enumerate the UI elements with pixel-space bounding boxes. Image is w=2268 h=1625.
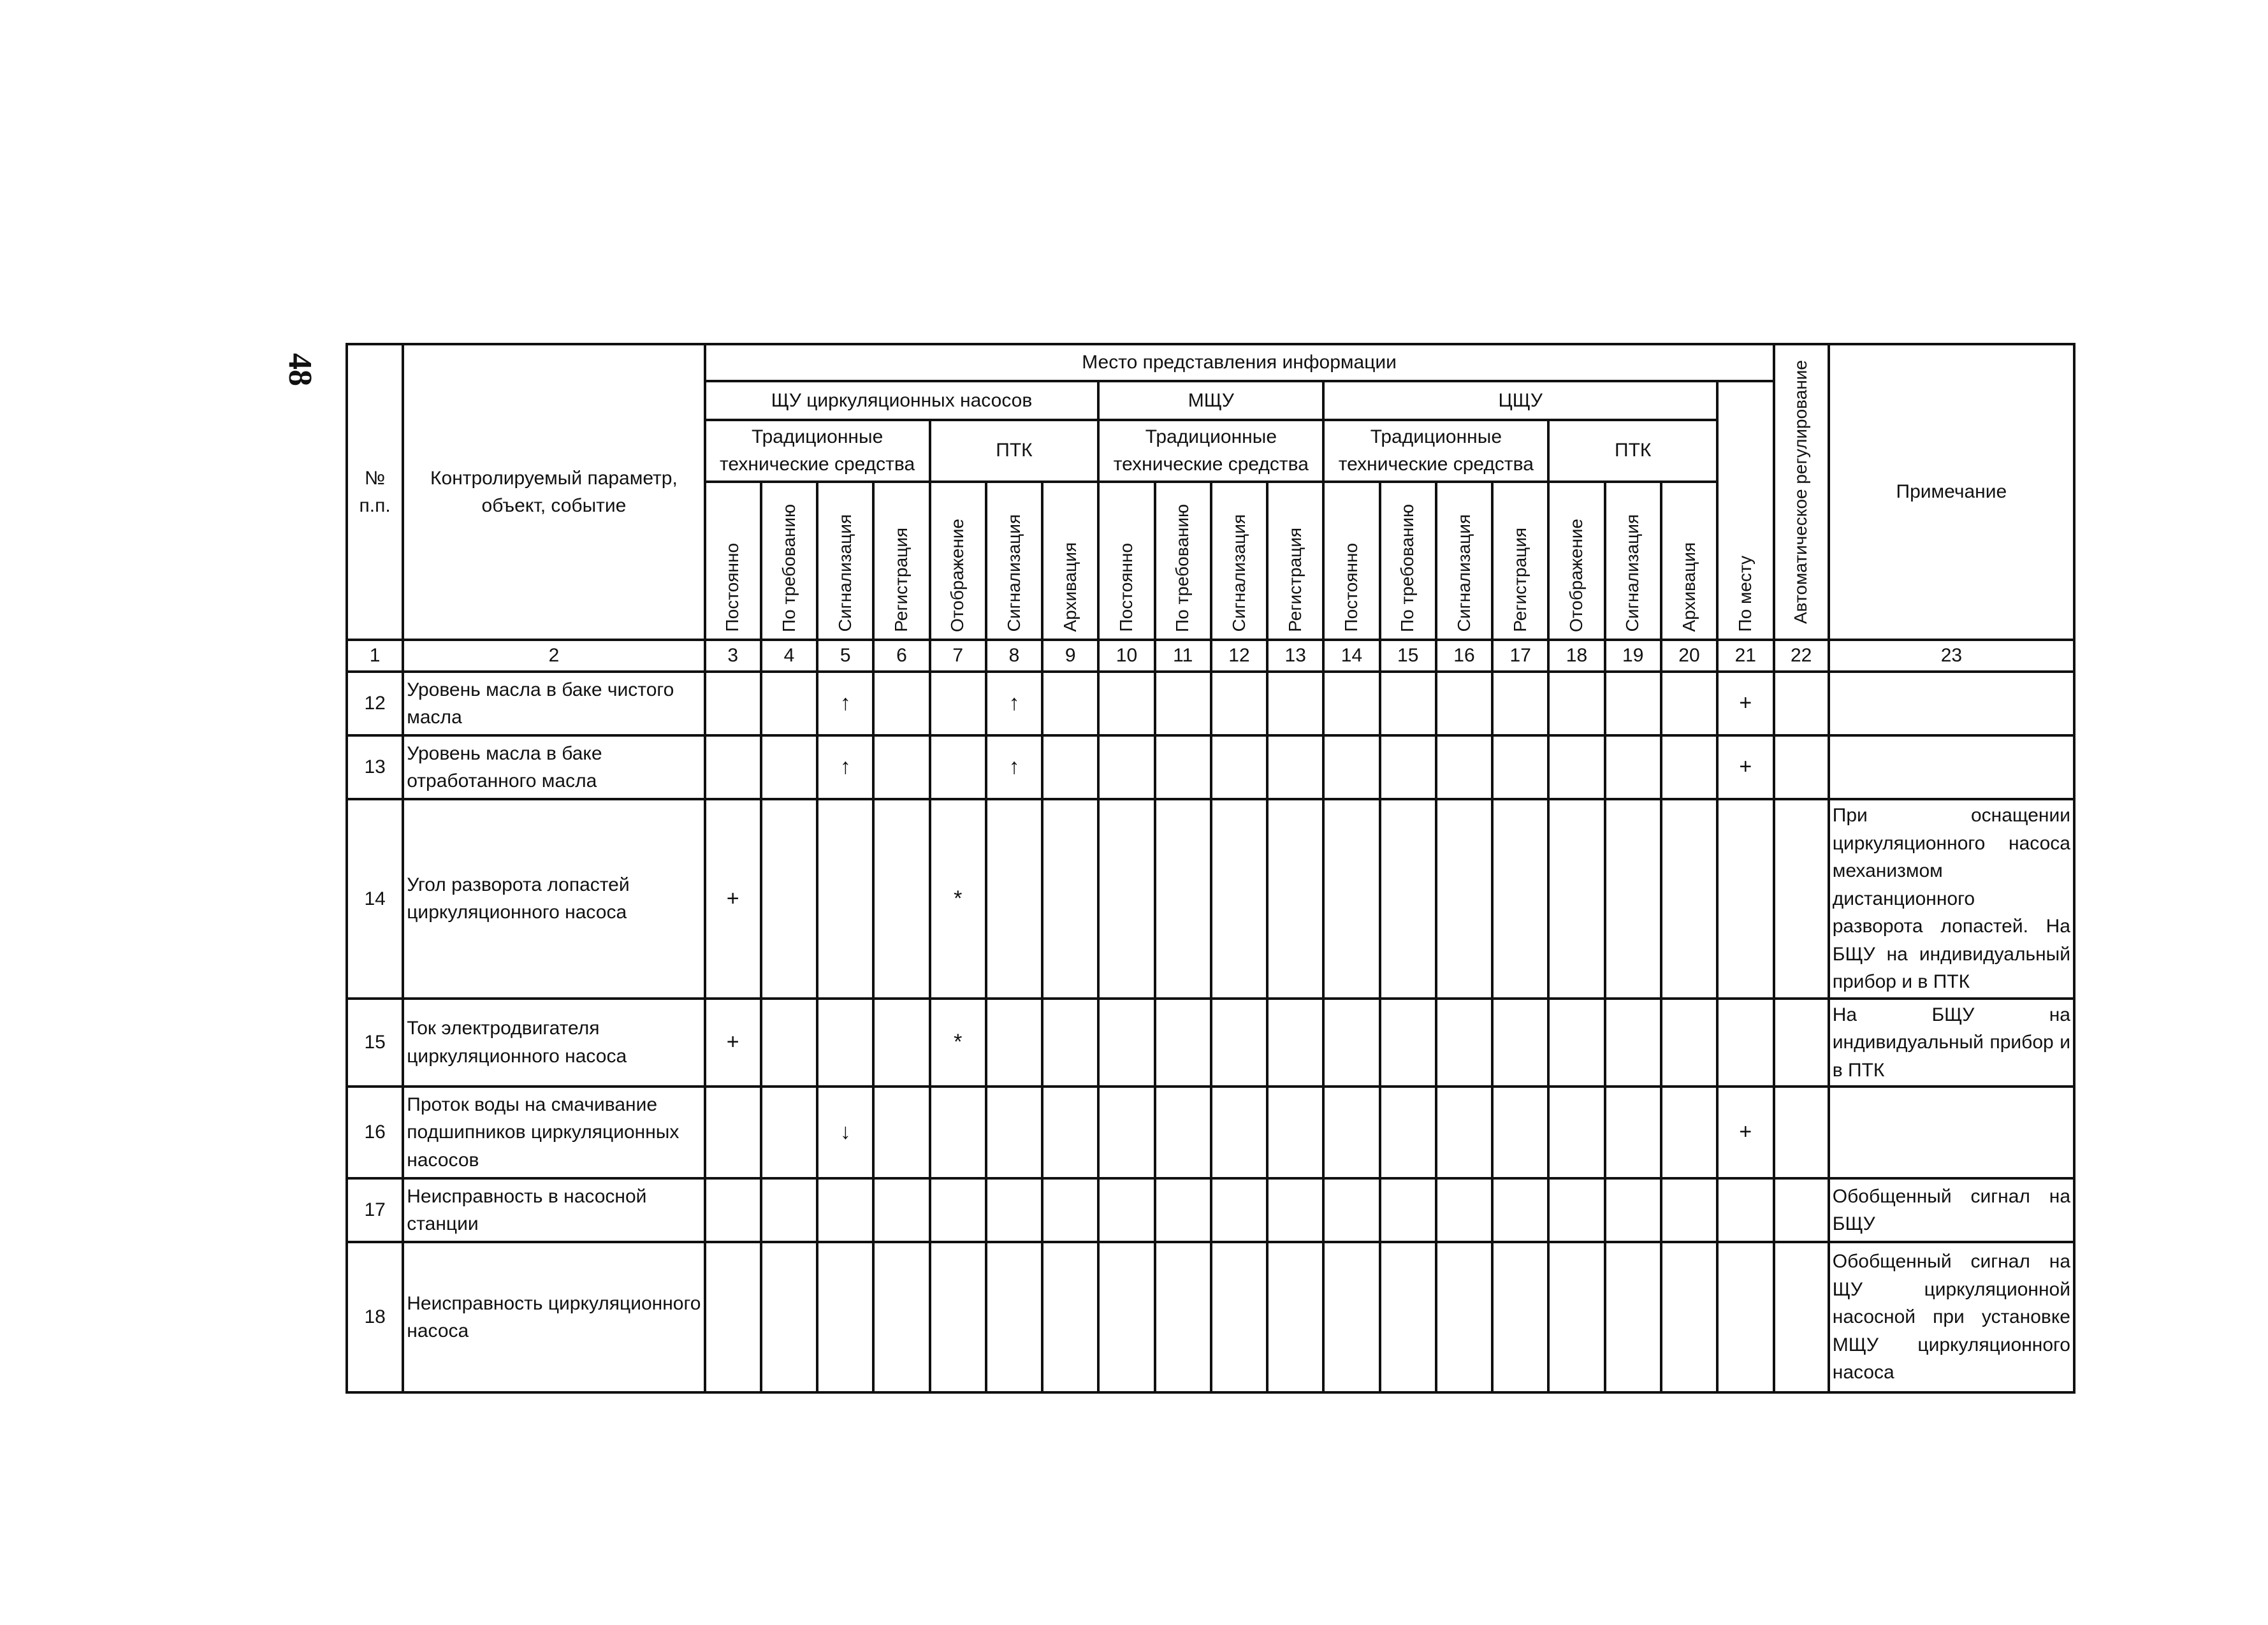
row-note xyxy=(1829,1087,2074,1178)
cell-col-10 xyxy=(1098,799,1154,999)
cell-col-18 xyxy=(1548,999,1604,1087)
row-note xyxy=(1829,735,2074,799)
header-num xyxy=(347,344,403,640)
cell-col-6 xyxy=(873,1087,929,1178)
header-group-mshchu xyxy=(1098,381,1323,420)
header-col-label: По требованию xyxy=(778,503,799,632)
row-parameter: Ток электродвигателя циркуляционного насоса xyxy=(403,999,704,1087)
cell-col-5 xyxy=(817,1242,873,1392)
header-col-19 xyxy=(1605,482,1661,640)
cell-col-4 xyxy=(761,735,817,799)
header-col-10 xyxy=(1098,482,1154,640)
header-col-label: Сигнализация xyxy=(1622,514,1643,632)
column-number: 1 xyxy=(347,640,403,672)
cell-col-16 xyxy=(1436,1242,1492,1392)
cell-col-6 xyxy=(873,735,929,799)
cell-col-13 xyxy=(1267,1087,1323,1178)
header-col-label: Сигнализация xyxy=(1228,514,1249,632)
cell-col-15 xyxy=(1380,672,1436,735)
header-place xyxy=(705,344,1774,381)
header-col-label: Постоянно xyxy=(722,543,743,632)
header-ptk-label: ПТК xyxy=(996,440,1033,461)
column-number: 23 xyxy=(1829,640,2074,672)
row-parameter: Неисправность в насосной станции xyxy=(403,1178,704,1242)
header-col-7 xyxy=(930,482,986,640)
cell-col-10 xyxy=(1098,1178,1154,1242)
row-parameter: Уровень масла в баке отработанного масла xyxy=(403,735,704,799)
cell-col-14 xyxy=(1323,672,1379,735)
cell-col-19 xyxy=(1605,799,1661,999)
cell-col-17 xyxy=(1492,672,1548,735)
cell-col-17 xyxy=(1492,1178,1548,1242)
cell-col-15 xyxy=(1380,1242,1436,1392)
cell-col-11 xyxy=(1155,1087,1211,1178)
cell-col-18 xyxy=(1548,735,1604,799)
cell-col-11 xyxy=(1155,672,1211,735)
cell-col-16 xyxy=(1436,799,1492,999)
cell-col-20 xyxy=(1661,999,1717,1087)
cell-col-20 xyxy=(1661,1178,1717,1242)
cell-col-16 xyxy=(1436,1178,1492,1242)
cell-col-16 xyxy=(1436,735,1492,799)
header-col-label: Регистрация xyxy=(891,528,912,632)
header-trad-label: Традиционные технические средства xyxy=(1338,426,1534,475)
header-col-label: Архивация xyxy=(1059,542,1080,632)
cell-col-21 xyxy=(1717,1242,1773,1392)
cell-col-3: + xyxy=(705,799,761,999)
cell-col-6 xyxy=(873,799,929,999)
row-note: Обобщенный сигнал на ЩУ циркуляционной насосной при установке МЩУ циркуляционного насоса xyxy=(1829,1242,2074,1392)
header-num-label: № п.п. xyxy=(359,467,391,516)
cell-col-18 xyxy=(1548,1242,1604,1392)
cell-col-7: * xyxy=(930,999,986,1087)
row-number: 13 xyxy=(347,735,403,799)
cell-col-21 xyxy=(1717,999,1773,1087)
cell-col-3 xyxy=(705,735,761,799)
cell-col-22 xyxy=(1774,999,1829,1087)
header-ptk-1 xyxy=(930,420,1099,482)
cell-col-16 xyxy=(1436,999,1492,1087)
column-number: 21 xyxy=(1717,640,1773,672)
cell-col-9 xyxy=(1042,799,1098,999)
column-number: 2 xyxy=(403,640,704,672)
cell-col-16 xyxy=(1436,672,1492,735)
column-number: 3 xyxy=(705,640,761,672)
row-number: 16 xyxy=(347,1087,403,1178)
cell-col-20 xyxy=(1661,1087,1717,1178)
column-number: 7 xyxy=(930,640,986,672)
cell-col-12 xyxy=(1211,799,1267,999)
cell-col-11 xyxy=(1155,799,1211,999)
parameters-table xyxy=(345,343,2075,1394)
cell-col-7 xyxy=(930,1242,986,1392)
cell-col-6 xyxy=(873,999,929,1087)
cell-col-6 xyxy=(873,1178,929,1242)
cell-col-14 xyxy=(1323,1242,1379,1392)
cell-col-21: + xyxy=(1717,735,1773,799)
header-col-label: По требованию xyxy=(1172,503,1193,632)
header-trad-1 xyxy=(705,420,930,482)
cell-col-19 xyxy=(1605,999,1661,1087)
cell-col-15 xyxy=(1380,999,1436,1087)
cell-col-8: ↑ xyxy=(986,672,1042,735)
header-auto-reg-label: Автоматическое регулирование xyxy=(1791,359,1811,624)
header-group-shchu-label: ЩУ циркуляционных насосов xyxy=(771,389,1033,411)
header-col-15 xyxy=(1380,482,1436,640)
header-param-label: Контролируемый параметр, объект, событие xyxy=(430,467,678,516)
table-row xyxy=(347,999,2074,1087)
header-col-label: Сигнализация xyxy=(1003,514,1024,632)
cell-col-17 xyxy=(1492,999,1548,1087)
header-note xyxy=(1829,344,2074,640)
cell-col-7 xyxy=(930,672,986,735)
column-number: 6 xyxy=(873,640,929,672)
cell-col-22 xyxy=(1774,1242,1829,1392)
table-row xyxy=(347,799,2074,999)
cell-col-3 xyxy=(705,1087,761,1178)
cell-col-22 xyxy=(1774,735,1829,799)
cell-col-13 xyxy=(1267,1178,1323,1242)
header-group-tsshchu xyxy=(1323,381,1717,420)
column-number: 13 xyxy=(1267,640,1323,672)
header-col-label: Отображение xyxy=(947,518,968,632)
cell-col-22 xyxy=(1774,1178,1829,1242)
row-parameter: Угол разворота лопастей циркуляционного насоса xyxy=(403,799,704,999)
cell-col-9 xyxy=(1042,1242,1098,1392)
cell-col-21 xyxy=(1717,1178,1773,1242)
cell-col-11 xyxy=(1155,1178,1211,1242)
column-number: 22 xyxy=(1774,640,1829,672)
cell-col-6 xyxy=(873,672,929,735)
cell-col-13 xyxy=(1267,672,1323,735)
header-col-11 xyxy=(1155,482,1211,640)
row-note xyxy=(1829,672,2074,735)
cell-col-3: + xyxy=(705,999,761,1087)
cell-col-9 xyxy=(1042,735,1098,799)
header-group-shchu xyxy=(705,381,1099,420)
cell-col-19 xyxy=(1605,1242,1661,1392)
header-trad-2 xyxy=(1098,420,1323,482)
cell-col-10 xyxy=(1098,672,1154,735)
header-trad-3 xyxy=(1323,420,1548,482)
cell-col-22 xyxy=(1774,1087,1829,1178)
cell-col-21: + xyxy=(1717,672,1773,735)
header-col-6 xyxy=(873,482,929,640)
table-row xyxy=(347,1087,2074,1178)
cell-col-3 xyxy=(705,1242,761,1392)
table-row xyxy=(347,1178,2074,1242)
column-number: 4 xyxy=(761,640,817,672)
row-number: 12 xyxy=(347,672,403,735)
row-note: Обобщенный сигнал на БЩУ xyxy=(1829,1178,2074,1242)
cell-col-13 xyxy=(1267,999,1323,1087)
header-col-14 xyxy=(1323,482,1379,640)
header-col-label: По месту xyxy=(1735,555,1755,632)
cell-col-4 xyxy=(761,799,817,999)
cell-col-4 xyxy=(761,999,817,1087)
cell-col-15 xyxy=(1380,1178,1436,1242)
cell-col-12 xyxy=(1211,1087,1267,1178)
cell-col-8: ↑ xyxy=(986,735,1042,799)
column-number: 10 xyxy=(1098,640,1154,672)
row-parameter: Неисправность циркуляционного насоса xyxy=(403,1242,704,1392)
cell-col-19 xyxy=(1605,1087,1661,1178)
header-param xyxy=(403,344,704,640)
table-row xyxy=(347,1242,2074,1392)
header-ptk-2 xyxy=(1548,420,1717,482)
cell-col-4 xyxy=(761,1242,817,1392)
row-number: 15 xyxy=(347,999,403,1087)
cell-col-6 xyxy=(873,1242,929,1392)
column-number-row xyxy=(347,640,2074,672)
header-ptk-label: ПТК xyxy=(1615,440,1652,461)
header-col-18 xyxy=(1548,482,1604,640)
cell-col-22 xyxy=(1774,799,1829,999)
cell-col-18 xyxy=(1548,1178,1604,1242)
cell-col-10 xyxy=(1098,999,1154,1087)
cell-col-5: ↑ xyxy=(817,735,873,799)
cell-col-8 xyxy=(986,1178,1042,1242)
cell-col-19 xyxy=(1605,735,1661,799)
header-col-13 xyxy=(1267,482,1323,640)
header-trad-label: Традиционные технические средства xyxy=(720,426,915,475)
header-col-label: Отображение xyxy=(1566,518,1587,632)
cell-col-18 xyxy=(1548,1087,1604,1178)
header-group-mshchu-label: МЩУ xyxy=(1188,389,1234,411)
cell-col-5 xyxy=(817,999,873,1087)
cell-col-10 xyxy=(1098,1242,1154,1392)
cell-col-15 xyxy=(1380,735,1436,799)
row-number: 18 xyxy=(347,1242,403,1392)
cell-col-20 xyxy=(1661,672,1717,735)
header-col-label: По требованию xyxy=(1397,503,1418,632)
header-col-label: Регистрация xyxy=(1509,528,1530,632)
cell-col-7 xyxy=(930,1178,986,1242)
cell-col-12 xyxy=(1211,1242,1267,1392)
cell-col-5 xyxy=(817,1178,873,1242)
header-col-20 xyxy=(1661,482,1717,640)
cell-col-7: * xyxy=(930,799,986,999)
cell-col-9 xyxy=(1042,999,1098,1087)
cell-col-14 xyxy=(1323,1087,1379,1178)
cell-col-14 xyxy=(1323,735,1379,799)
cell-col-4 xyxy=(761,672,817,735)
cell-col-16 xyxy=(1436,1087,1492,1178)
cell-col-12 xyxy=(1211,672,1267,735)
header-col-9 xyxy=(1042,482,1098,640)
row-parameter: Проток воды на смачивание подшипников циркуляционных насосов xyxy=(403,1087,704,1178)
cell-col-7 xyxy=(930,1087,986,1178)
cell-col-22 xyxy=(1774,672,1829,735)
header-note-label: Примечание xyxy=(1896,481,2007,503)
header-col-label: Постоянно xyxy=(1341,543,1362,632)
header-col-12 xyxy=(1211,482,1267,640)
cell-col-13 xyxy=(1267,799,1323,999)
column-number: 18 xyxy=(1548,640,1604,672)
header-trad-label: Традиционные технические средства xyxy=(1113,426,1309,475)
header-col-label: Сигнализация xyxy=(834,514,855,632)
header-col-17 xyxy=(1492,482,1548,640)
cell-col-17 xyxy=(1492,1242,1548,1392)
column-number: 14 xyxy=(1323,640,1379,672)
header-col-16 xyxy=(1436,482,1492,640)
header-col-8 xyxy=(986,482,1042,640)
cell-col-17 xyxy=(1492,1087,1548,1178)
cell-col-20 xyxy=(1661,735,1717,799)
cell-col-5: ↑ xyxy=(817,672,873,735)
cell-col-20 xyxy=(1661,1242,1717,1392)
page-number: 48 xyxy=(282,353,318,386)
column-number: 17 xyxy=(1492,640,1548,672)
cell-col-14 xyxy=(1323,799,1379,999)
cell-col-4 xyxy=(761,1087,817,1178)
cell-col-7 xyxy=(930,735,986,799)
header-place-label: Место представления информации xyxy=(1082,352,1397,373)
cell-col-14 xyxy=(1323,1178,1379,1242)
cell-col-18 xyxy=(1548,672,1604,735)
row-note: При оснащении циркуляционного насоса механизмом дистанционного разворота лопастей. На БЩУ на индивидуальный прибор и в ПТК xyxy=(1829,799,2074,999)
cell-col-8 xyxy=(986,1242,1042,1392)
header-col-4 xyxy=(761,482,817,640)
cell-col-19 xyxy=(1605,1178,1661,1242)
table-row xyxy=(347,672,2074,735)
column-number: 16 xyxy=(1436,640,1492,672)
cell-col-19 xyxy=(1605,672,1661,735)
cell-col-12 xyxy=(1211,999,1267,1087)
cell-col-5: ↓ xyxy=(817,1087,873,1178)
cell-col-21 xyxy=(1717,799,1773,999)
column-number: 8 xyxy=(986,640,1042,672)
cell-col-17 xyxy=(1492,799,1548,999)
header-col-label: Сигнализация xyxy=(1453,514,1474,632)
column-number: 12 xyxy=(1211,640,1267,672)
header-col-5 xyxy=(817,482,873,640)
column-number: 11 xyxy=(1155,640,1211,672)
row-number: 17 xyxy=(347,1178,403,1242)
cell-col-17 xyxy=(1492,735,1548,799)
cell-col-15 xyxy=(1380,1087,1436,1178)
cell-col-18 xyxy=(1548,799,1604,999)
cell-col-21: + xyxy=(1717,1087,1773,1178)
cell-col-13 xyxy=(1267,735,1323,799)
cell-col-15 xyxy=(1380,799,1436,999)
column-number: 19 xyxy=(1605,640,1661,672)
column-number: 9 xyxy=(1042,640,1098,672)
row-number: 14 xyxy=(347,799,403,999)
column-number: 5 xyxy=(817,640,873,672)
cell-col-10 xyxy=(1098,1087,1154,1178)
row-note: На БЩУ на индивидуальный прибор и в ПТК xyxy=(1829,999,2074,1087)
header-auto-reg xyxy=(1774,344,1829,640)
column-number: 20 xyxy=(1661,640,1717,672)
cell-col-10 xyxy=(1098,735,1154,799)
header-col-21 xyxy=(1717,381,1773,640)
cell-col-5 xyxy=(817,799,873,999)
header-col-3 xyxy=(705,482,761,640)
cell-col-11 xyxy=(1155,735,1211,799)
row-parameter: Уровень масла в баке чистого масла xyxy=(403,672,704,735)
cell-col-4 xyxy=(761,1178,817,1242)
cell-col-13 xyxy=(1267,1242,1323,1392)
cell-col-8 xyxy=(986,1087,1042,1178)
cell-col-8 xyxy=(986,799,1042,999)
cell-col-9 xyxy=(1042,672,1098,735)
cell-col-11 xyxy=(1155,999,1211,1087)
column-number: 15 xyxy=(1380,640,1436,672)
header-col-label: Постоянно xyxy=(1116,543,1137,632)
header-group-tsshchu-label: ЦЩУ xyxy=(1498,389,1543,411)
cell-col-11 xyxy=(1155,1242,1211,1392)
cell-col-14 xyxy=(1323,999,1379,1087)
cell-col-9 xyxy=(1042,1178,1098,1242)
cell-col-12 xyxy=(1211,1178,1267,1242)
header-col-label: Архивация xyxy=(1678,542,1699,632)
cell-col-3 xyxy=(705,1178,761,1242)
cell-col-8 xyxy=(986,999,1042,1087)
cell-col-12 xyxy=(1211,735,1267,799)
cell-col-3 xyxy=(705,672,761,735)
cell-col-20 xyxy=(1661,799,1717,999)
table-row xyxy=(347,735,2074,799)
cell-col-9 xyxy=(1042,1087,1098,1178)
header-col-label: Регистрация xyxy=(1284,528,1305,632)
